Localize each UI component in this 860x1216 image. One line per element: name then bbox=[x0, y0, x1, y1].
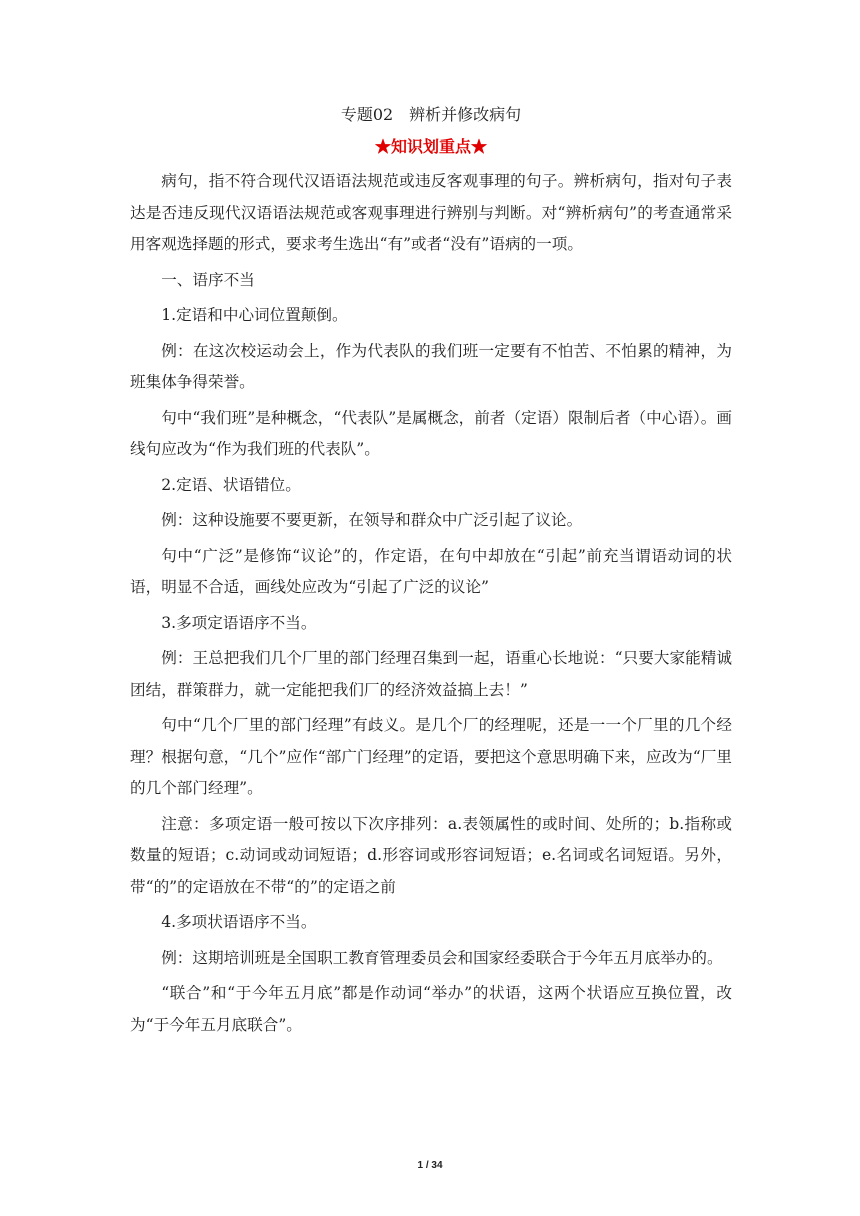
page-number: 1 / 34 bbox=[417, 1160, 443, 1171]
document-title: 专题02 辨析并修改病句 bbox=[340, 105, 522, 124]
paragraph: 注意：多项定语一般可按以下次序排列：a.表领属性的或时间、处所的；b.指称或数量的短语；c.动词或动词短语；d.形容词或形容词短语；e.名词或名词短语。另外，带“的”的定语放在不带“的”的定语之前 bbox=[130, 814, 732, 896]
paragraph: 例：这种设施要不要更新，在领导和群众中广泛引起了议论。 bbox=[161, 511, 583, 529]
paragraph: 例：这期培训班是全国职工教育管理委员会和国家经委联合于今年五月底举办的。 bbox=[161, 948, 723, 967]
paragraph: 3.多项定语语序不当。 bbox=[161, 613, 317, 632]
paragraph: 一、语序不当 bbox=[161, 270, 255, 289]
paragraph: 4.多项状语语序不当。 bbox=[161, 913, 317, 931]
paragraph: 2.定语、状语错位。 bbox=[161, 475, 301, 494]
paragraph: 句中“几个厂里的部门经理”有歧义。是几个厂的经理呢，还是一一个厂里的几个经理？根据句意，“几个”应作“部广门经理”的定语，要把这个意思明确下来，应改为“厂里的几个部门经理”。 bbox=[130, 716, 732, 797]
paragraph: 句中“我们班”是种概念，“代表队”是属概念，前者（定语）限制后者（中心语）。画线句应改为“作为我们班的代表队”。 bbox=[130, 408, 732, 458]
paragraph: 句中“广泛”是修饰“议论”的，作定语，在句中却放在“引起”前充当谓语动词的状语，明显不合适，画线处应改为“引起了广泛的议论” bbox=[130, 546, 732, 596]
paragraph: 1.定语和中心词位置颠倒。 bbox=[161, 306, 348, 324]
paragraph: “联合”和“于今年五月底”都是作动词“举办”的状语，这两个状语应互换位置，改为“于今年五月底联合”。 bbox=[130, 984, 732, 1034]
paragraph: 例：在这次校运动会上，作为代表队的我们班一定要有不怕苦、不怕累的精神，为班集体争得荣誉。 bbox=[130, 341, 732, 391]
document-body bbox=[130, 104, 732, 1045]
section-heading: ★知识划重点★ bbox=[374, 137, 487, 156]
paragraph: 例：王总把我们几个厂里的部门经理召集到一起，语重心长地说：“只要大家能精诚团结，群策群力，就一定能把我们厂的经济效益搞上去！” bbox=[130, 649, 732, 699]
paragraph: 病句，指不符合现代汉语语法规范或违反客观事理的句子。辨析病句，指对句子表达是否违反现代汉语语法规范或客观事理进行辨别与判断。对“辨析病句”的考查通常采用客观选择题的形式，要求考生选出“有”或者“没有”语病的一项。 bbox=[130, 172, 732, 253]
